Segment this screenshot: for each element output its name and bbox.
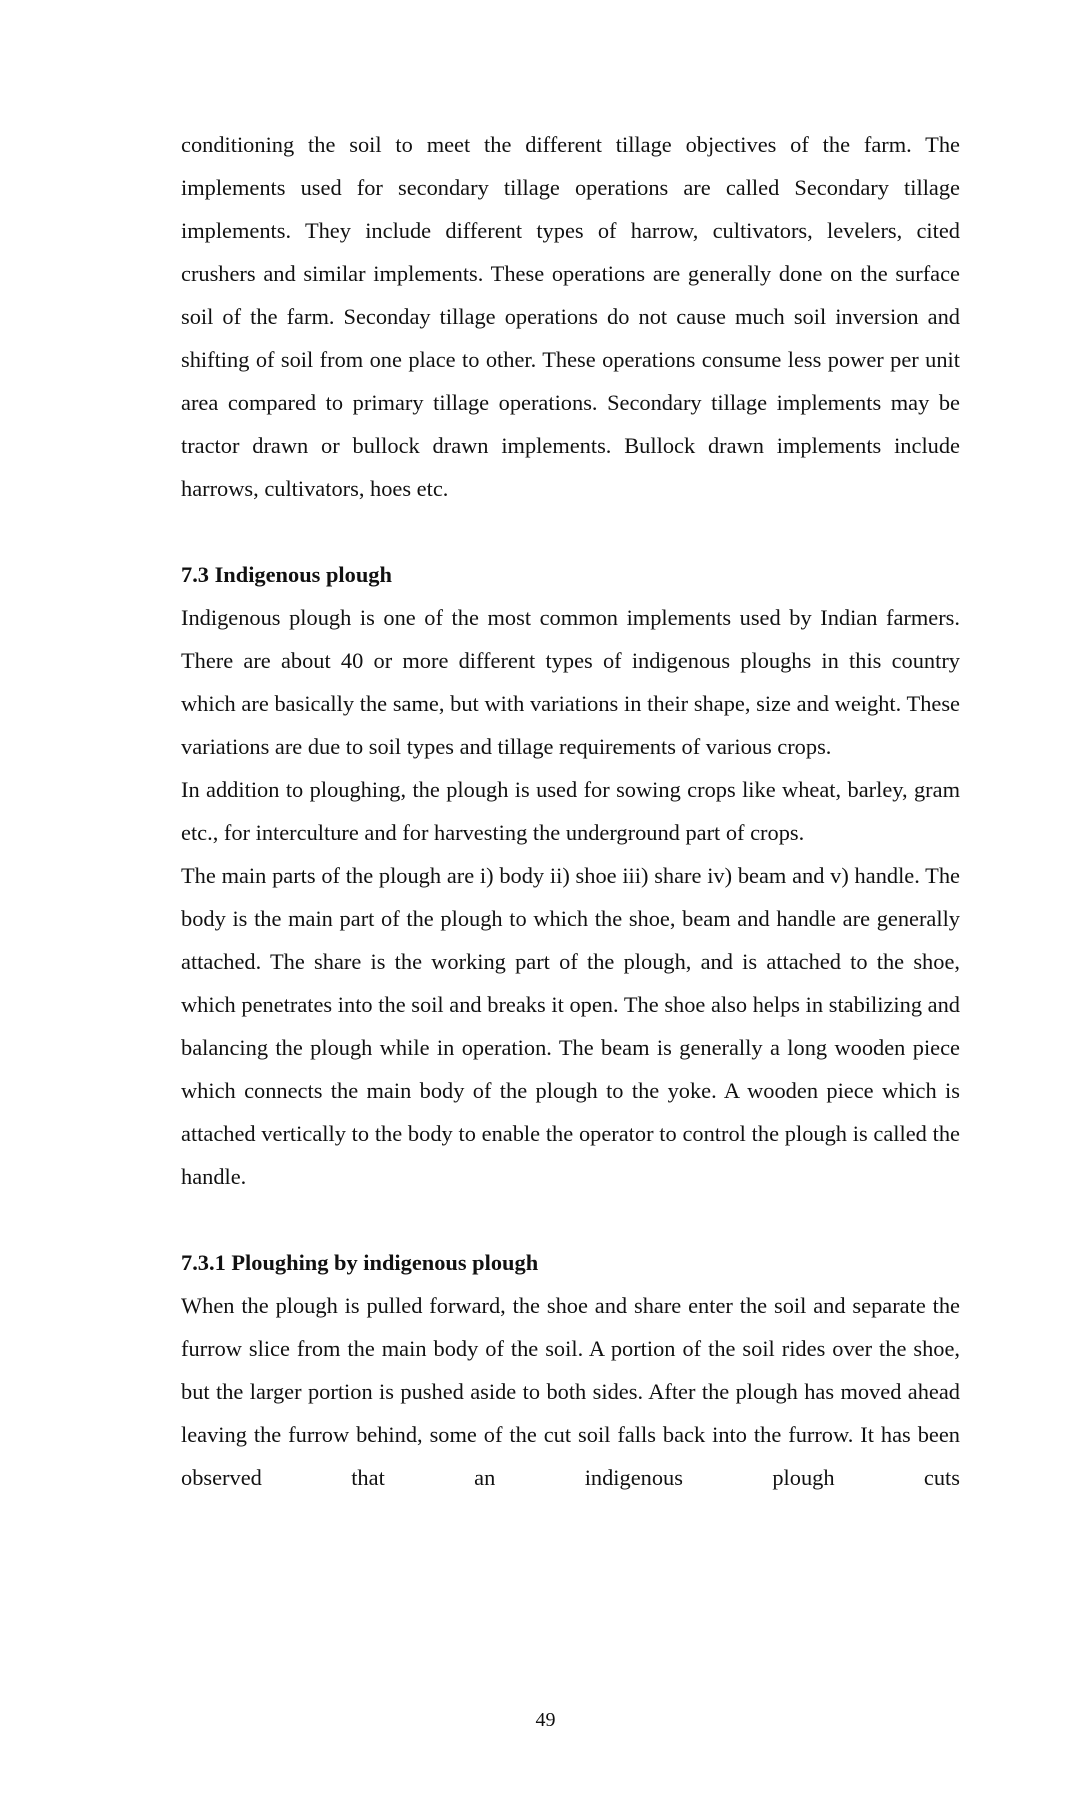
paragraph: Indigenous plough is one of the most common implements used by Indian farmers. There are about 40 or more different types of indigenous ploughs in this country which are basically the same, but with variations in their shape, size and weight. These variations are due to soil types and tillage requirements of various crops.: [181, 605, 960, 759]
paragraph: In addition to ploughing, the plough is used for sowing crops like wheat, barley, gram etc., for interculture and for harvesting the underground part of crops.: [181, 777, 960, 845]
intro-paragraph: conditioning the soil to meet the different tillage objectives of the farm. The implements used for secondary tillage operations are called Secondary tillage implements. They include different types of harrow, cultivators, levelers, cited crushers and similar implements. These operations are generally done on the surface soil of the farm. Seconday tillage operations do not cause much soil inversion and shifting of soil from one place to other. These operations consume less power per unit area compared to primary tillage operations. Secondary tillage implements may be tractor drawn or bullock drawn implements. Bullock drawn implements include harrows, cultivators, hoes etc.: [181, 132, 960, 501]
section-spacer: [181, 510, 960, 553]
page-number: 49: [535, 1709, 556, 1731]
subsection-heading: 7.3.1 Ploughing by indigenous plough: [181, 1250, 539, 1275]
section-ploughing-by-indigenous-plough: [181, 1241, 960, 1499]
section-spacer: [181, 1198, 960, 1241]
section-indigenous-plough: [181, 553, 960, 1198]
document-page: [181, 123, 960, 1499]
paragraph: When the plough is pulled forward, the shoe and share enter the soil and separate the furrow slice from the main body of the soil. A portion of the soil rides over the shoe, but the larger portion is pushed aside to both sides. After the plough has moved ahead leaving the furrow behind, some of the cut soil falls back into the furrow. It has been observed that an indigenous plough cuts: [181, 1293, 960, 1490]
section-heading: 7.3 Indigenous plough: [181, 562, 392, 587]
paragraph: The main parts of the plough are i) body ii) shoe iii) share iv) beam and v) handle. The body is the main part of the plough to which the shoe, beam and handle are generally attached. The share is the working part of the plough, and is attached to the shoe, which penetrates into the soil and breaks it open. The shoe also helps in stabilizing and balancing the plough while in operation. The beam is generally a long wooden piece which connects the main body of the plough to the yoke. A wooden piece which is attached vertically to the body to enable the operator to control the plough is called the handle.: [181, 863, 960, 1189]
